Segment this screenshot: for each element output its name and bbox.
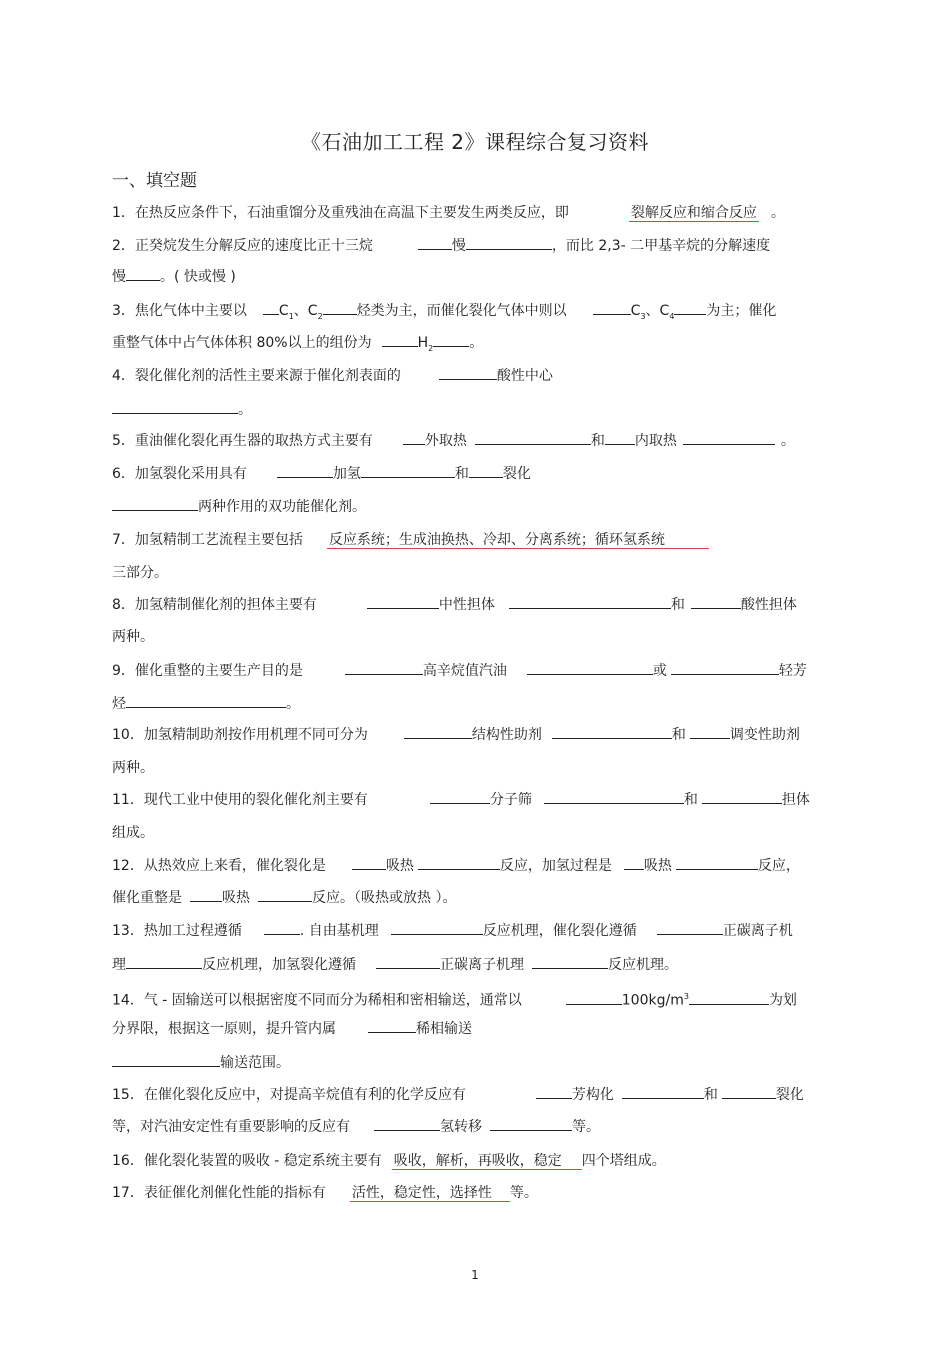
answer-blank: 慢 bbox=[112, 269, 126, 285]
question-16: 16．催化裂化装置的吸收 - 稳定系统主要有 吸收，解析，再吸收，稳定 四个塔组成。 bbox=[112, 1153, 666, 1169]
question-8: 8．加氢精制催化剂的担体主要有 中性担体 和 酸性担体 bbox=[112, 597, 797, 613]
question-8-cont: 两种。 bbox=[112, 629, 154, 645]
question-4: 4．裂化催化剂的活性主要来源于催化剂表面的 酸性中心 bbox=[112, 368, 553, 384]
answer-blank: 吸收，解析，再吸收，稳定 bbox=[392, 1153, 582, 1170]
question-4-cont: 。 bbox=[112, 401, 252, 419]
question-9-cont: 烃 。 bbox=[112, 696, 300, 712]
answer-blank: 酸性中心 bbox=[496, 368, 553, 384]
question-14-cont2: 输送范围。 bbox=[112, 1054, 290, 1072]
question-13-cont: 理 反应机理，加氢裂化遵循 正碳离子机理 反应机理。 bbox=[112, 957, 678, 973]
question-2-cont: 慢 。( 快或慢 ) bbox=[112, 269, 236, 285]
question-11: 11．现代工业中使用的裂化催化剂主要有 分子筛 和 担体 bbox=[112, 792, 810, 808]
question-12: 12．从热效应上来看，催化裂化是 吸热 反应，加氢过程是 吸热 反应， bbox=[112, 858, 800, 874]
question-2: 2．正癸烷发生分解反应的速度比正十三烷 慢 ，而比 2,3- 二甲基辛烷的分解速度 bbox=[112, 238, 771, 254]
question-15-cont: 等，对汽油安定性有重要影响的反应有 氢转移 等。 bbox=[112, 1119, 600, 1135]
question-3-cont: 重整气体中占气体体积 80%以上的组份为 $H_2$ 。 bbox=[112, 335, 484, 353]
question-3: 3．焦化气体中主要以 $C_1$、$C_2$ 烃类为主，而催化裂化气体中则以 $C_3$、$C_4$ 为主；催化 bbox=[112, 303, 777, 321]
question-10-cont: 两种。 bbox=[112, 760, 154, 776]
question-11-cont: 组成。 bbox=[112, 825, 154, 841]
question-9: 9．催化重整的主要生产目的是 高辛烷值汽油 或 轻芳 bbox=[112, 663, 807, 679]
question-7-cont: 三部分。 bbox=[112, 565, 168, 581]
answer-blank: 裂解反应和缩合反应 bbox=[630, 205, 757, 221]
question-14: 14．气 - 固输送可以根据密度不同而分为稀相和密相输送，通常以 $100kg/m^3$ 为划 bbox=[112, 992, 797, 1009]
answer-blank: 反应系统；生成油换热、冷却、分离系统；循环氢系统 bbox=[327, 532, 709, 549]
question-14-cont: 分界限，根据这一原则，提升管内属 稀相输送 bbox=[112, 1021, 472, 1037]
question-15: 15．在催化裂化反应中，对提高辛烷值有利的化学反应有 芳构化 和 裂化 bbox=[112, 1087, 804, 1103]
question-5: 5．重油催化裂化再生器的取热方式主要有 外取热 和 内取热 。 bbox=[112, 433, 795, 449]
page-number: 1 bbox=[471, 1268, 479, 1282]
question-1: 1．在热反应条件下，石油重馏分及重残油在高温下主要发生两类反应，即 裂解反应和缩合反应 。 bbox=[112, 205, 785, 221]
question-13: 13．热加工过程遵循 . 自由基机理 反应机理，催化裂化遵循 正碳离子机 bbox=[112, 923, 793, 939]
answer-blank: 活性，稳定性，选择性 bbox=[350, 1185, 510, 1202]
question-7: 7．加氢精制工艺流程主要包括 反应系统；生成油换热、冷却、分离系统；循环氢系统 bbox=[112, 531, 709, 549]
question-12-cont: 催化重整是 吸热 反应。（吸热或放热 ）。 bbox=[112, 890, 457, 906]
question-17: 17．表征催化剂催化性能的指标有 活性，稳定性，选择性 等。 bbox=[112, 1185, 538, 1201]
page-title: 《石油加工工程 2》课程综合复习资料 bbox=[300, 130, 650, 154]
question-6: 6．加氢裂化采用具有 加氢 和 裂化 bbox=[112, 466, 531, 482]
question-6-cont: 两种作用的双功能催化剂。 bbox=[112, 498, 366, 516]
section-heading: 一、填空题 bbox=[112, 171, 197, 191]
question-10: 10．加氢精制助剂按作用机理不同可分为 结构性助剂 和 调变性助剂 bbox=[112, 727, 800, 743]
answer-blank: 慢 bbox=[451, 238, 466, 254]
